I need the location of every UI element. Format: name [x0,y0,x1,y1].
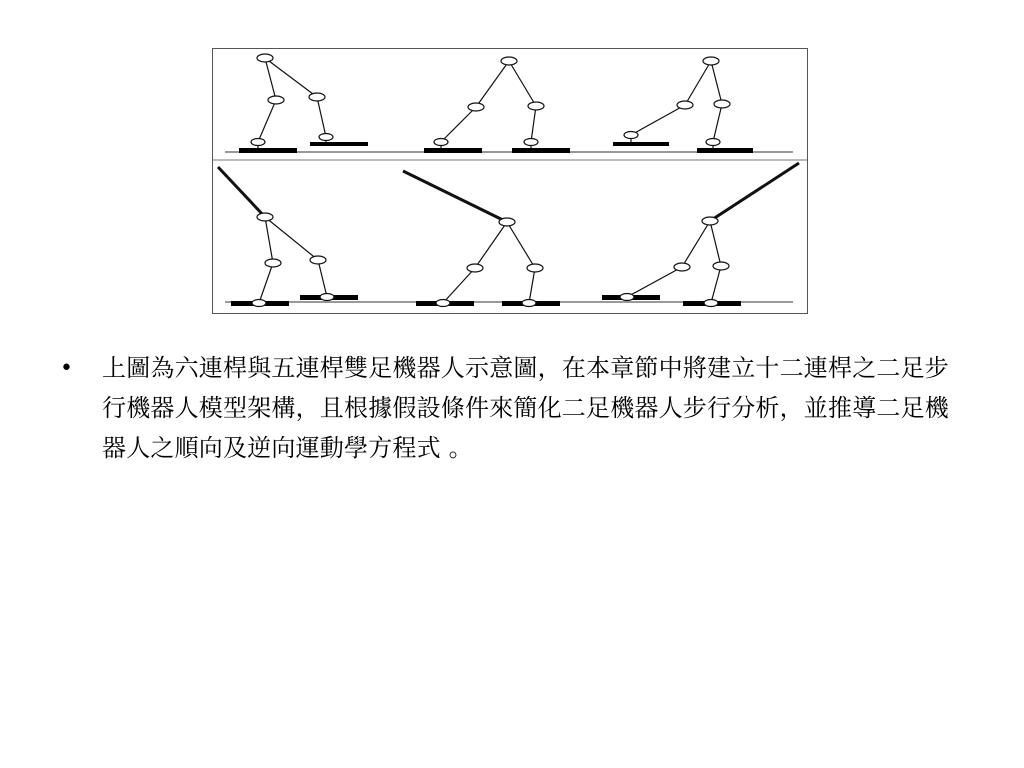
foot-top-3b [697,148,753,153]
bullet-point: • [60,356,73,381]
bullet-text: 上圖為六連桿與五連桿雙足機器人示意圖，在本章節中將建立十二連桿之二足步行機器人模型架構，且根據假設條件來簡化二足機器人步行分析，並推導二足機器人之順向及逆向運動學方程式 。 [102,354,949,462]
foot-top-2a [424,148,482,153]
foot-top-1a [239,148,297,153]
robot-bottom-3 [627,163,799,303]
biped-robot-diagram [212,48,808,314]
robot-top-2 [441,61,536,149]
bullet-paragraph [60,348,970,468]
joints-top-1 [251,54,333,146]
foot-top-1b [310,142,368,146]
robot-bottom-2 [403,171,535,303]
biped-robot-svg [213,49,807,313]
foot-top-2b [512,148,570,153]
foot-top-3a [613,142,669,146]
robot-top-1 [258,58,326,149]
joints-bottom-1 [252,213,334,307]
joints-top-3 [624,57,730,146]
robot-bottom-1 [218,167,327,303]
